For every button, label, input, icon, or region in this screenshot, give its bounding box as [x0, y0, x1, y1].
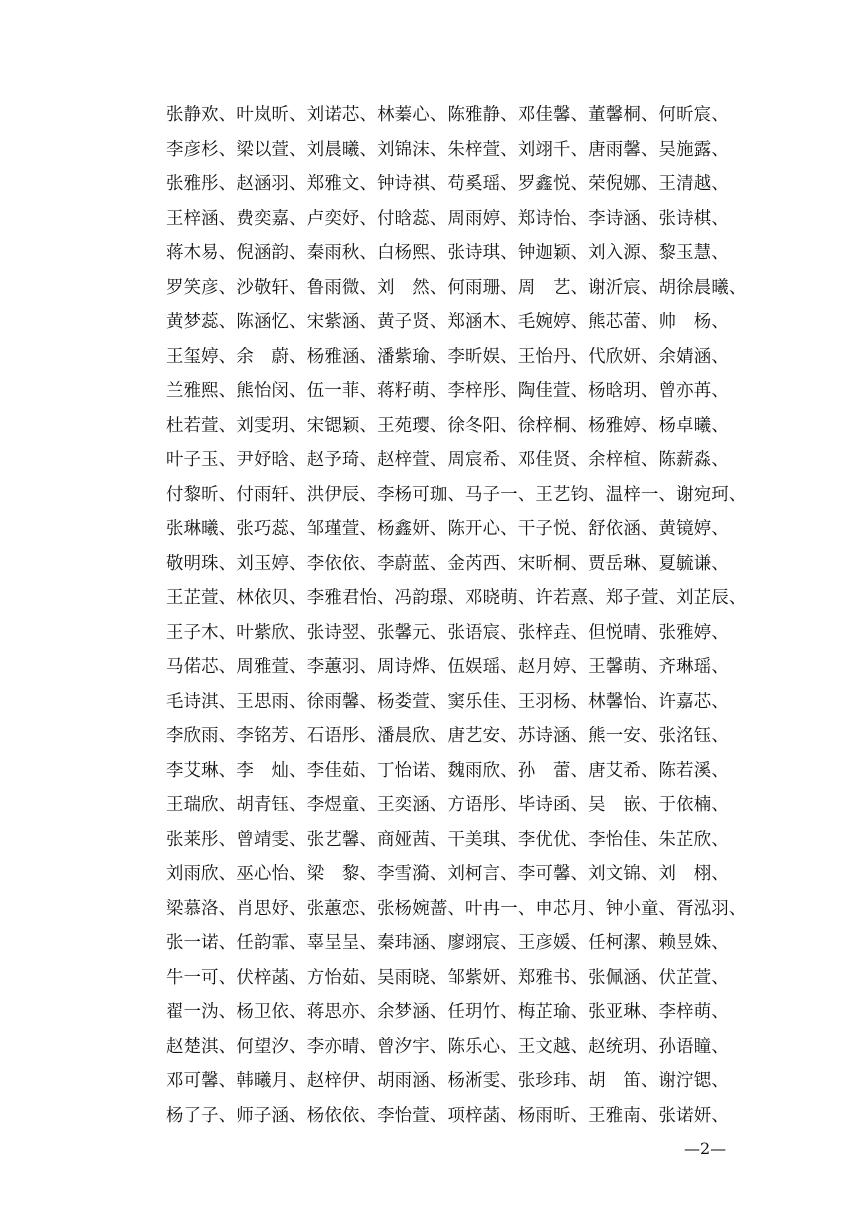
- name-line: 黄梦蕊、陈涵忆、宋紫涵、黄子贤、郑涵木、毛婉婷、熊芯蕾、帅 杨、: [166, 312, 729, 332]
- name-line: 付黎昕、付雨轩、洪伊辰、李杨可珈、马子一、王艺钧、温梓一、谢宛珂、: [166, 484, 747, 505]
- name-line: 张静欢、叶岚昕、刘诺芯、林蓁心、陈雅静、邓佳馨、董馨桐、何昕宸、: [166, 105, 729, 125]
- name-line: 王芷萱、林依贝、李雅君怡、冯韵璟、邓晓萌、许若熹、郑子萱、刘芷辰、: [166, 588, 747, 608]
- name-line: 张雅彤、赵涵羽、郑雅文、钟诗祺、苟奚瑶、罗鑫悦、荣倪娜、王清越、: [166, 174, 729, 194]
- name-line: 王玺婷、余 蔚、杨雅涵、潘紫瑜、李昕娱、王怡丹、代欣妍、余婧涵、: [166, 346, 729, 367]
- name-line: 邓可馨、韩曦月、赵梓伊、胡雨涵、杨淅雯、张珍玮、胡 笛、谢泞锶、: [166, 1071, 729, 1091]
- name-list: [166, 98, 746, 1133]
- name-line: 杜若萱、刘雯玥、宋锶颖、王苑璎、徐冬阳、徐梓桐、杨雅婷、杨卓曦、: [166, 415, 729, 436]
- name-line: 张琳曦、张巧蕊、邹瑾萱、杨鑫妍、陈开心、干子悦、舒依涵、黄镜婷、: [166, 519, 729, 539]
- name-line: 梁慕洛、肖思妤、张蕙恋、张杨婉蔷、叶冉一、申芯月、钟小童、胥泓羽、: [166, 898, 747, 919]
- name-line: 李欣雨、李铭芳、石语彤、潘晨欣、唐艺安、苏诗涵、熊一安、张洺钰、: [166, 726, 729, 746]
- name-line: 王瑞欣、胡青钰、李煜童、王奕涵、方语彤、毕诗函、吴 嵌、于依楠、: [166, 795, 729, 815]
- name-line: 赵楚淇、何望汐、李亦晴、曾汐宇、陈乐心、王文越、赵统玥、孙语瞳、: [166, 1036, 729, 1057]
- name-line: 马偌芯、周雅萱、李蕙羽、周诗烨、伍娱瑶、赵月婷、王馨萌、齐琳瑶、: [166, 657, 729, 677]
- name-line: 敬明珠、刘玉婷、李依依、李蔚蓝、金芮西、宋昕桐、贾岳琳、夏毓谦、: [166, 553, 729, 574]
- name-line: 毛诗淇、王思雨、徐雨馨、杨娄萱、窦乐佳、王羽杨、林馨怡、许嘉芯、: [166, 691, 729, 712]
- name-line: 翟一沩、杨卫依、蒋思亦、余梦涵、任玥竹、梅芷瑜、张亚琳、李梓萌、: [166, 1002, 729, 1022]
- name-line: 张莱彤、曾靖雯、张艺馨、商娅茜、干美琪、李优优、李怡佳、朱芷欣、: [166, 829, 729, 850]
- name-line: 王子木、叶紫欣、张诗翌、张馨元、张语宸、张梓垚、但悦晴、张雅婷、: [166, 622, 729, 643]
- name-line: 李艾琳、李 灿、李佳茹、丁怡诺、魏雨欣、孙 蕾、唐艾希、陈若溪、: [166, 760, 729, 781]
- name-line: 叶子玉、尹妤晗、赵予琦、赵梓萱、周宸希、邓佳贤、余梓楦、陈薪淼、: [166, 450, 729, 470]
- name-line: 蒋木易、倪涵韵、秦雨秋、白杨熙、张诗琪、钟迦颖、刘入源、黎玉慧、: [166, 243, 729, 263]
- name-line: 杨了子、师子涵、杨依依、李怡萱、项梓菡、杨雨昕、王雅南、张诺妍、: [166, 1105, 729, 1126]
- name-line: 兰雅熙、熊怡闵、伍一菲、蒋籽萌、李梓彤、陶佳萱、杨晗玥、曾亦苒、: [166, 381, 729, 401]
- page-number: —2—: [684, 1139, 727, 1158]
- name-line: 刘雨欣、巫心怡、梁 黎、李雪漪、刘柯言、李可馨、刘文锦、刘 栩、: [166, 864, 729, 884]
- name-line: 王梓涵、费奕嘉、卢奕妤、付晗蕊、周雨婷、郑诗怡、李诗涵、张诗棋、: [166, 208, 729, 229]
- name-line: 李彦杉、梁以萱、刘晨曦、刘锦沫、朱梓萱、刘翊千、唐雨馨、吴施露、: [166, 139, 729, 160]
- name-line: 牛一可、伏梓菡、方怡茹、吴雨晓、邹紫妍、郑雅书、张佩涵、伏芷萱、: [166, 967, 729, 988]
- name-line: 罗笑彦、沙敬轩、鲁雨微、刘 然、何雨珊、周 艺、谢沂宸、胡徐晨曦、: [166, 277, 747, 298]
- name-line: 张一诺、任韵霏、辜呈呈、秦玮涵、廖翊宸、王彦媛、任柯潔、赖昱姝、: [166, 933, 729, 953]
